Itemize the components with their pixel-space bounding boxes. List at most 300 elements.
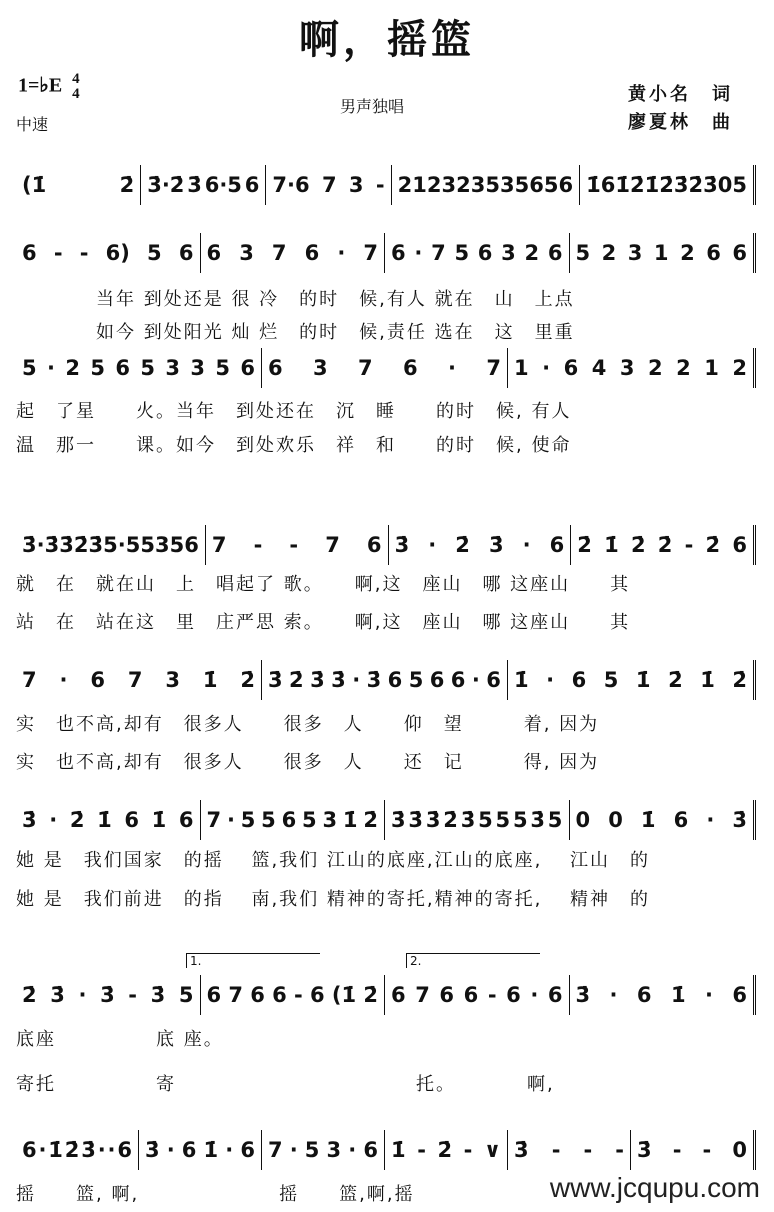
note: ·	[289, 1138, 298, 1162]
note: 1̇	[640, 808, 656, 832]
note: 5	[240, 808, 256, 832]
composer-credit: 廖夏林 曲	[628, 112, 733, 133]
note: 0	[732, 1138, 747, 1162]
note: 6	[571, 668, 587, 692]
note: 3	[501, 241, 516, 265]
note: 5	[603, 668, 619, 692]
note: 3	[190, 356, 205, 380]
note: 3̇	[637, 1138, 652, 1162]
note: 6	[268, 356, 283, 380]
measure	[570, 233, 757, 273]
note: 1	[412, 173, 427, 197]
note: 6	[429, 668, 445, 692]
note: 6	[115, 356, 130, 380]
lyrics-line: 温 那一 课。如今 到处欢乐 祥 和 的时 候, 使命	[16, 435, 572, 456]
measure	[16, 233, 201, 273]
note: ·	[78, 983, 87, 1007]
note: -	[615, 1138, 624, 1162]
note: 6	[506, 983, 521, 1007]
note: 5	[543, 173, 559, 197]
lyrics-line: 她 是 我们前进 的指 南,我们 精神的寄托,精神的寄托, 精神 的	[16, 889, 651, 910]
note: 2̇	[659, 173, 674, 197]
score-system	[16, 165, 756, 205]
note: 3	[322, 808, 338, 832]
note: 5	[454, 241, 470, 265]
note: ·	[704, 983, 713, 1007]
note: 7	[363, 241, 378, 265]
note: 3̇	[59, 533, 74, 557]
note: (1̇	[331, 983, 357, 1007]
note: 3̇	[673, 173, 689, 197]
note: 6	[309, 983, 325, 1007]
measure	[16, 800, 201, 840]
note: 1̇	[202, 668, 218, 692]
note: 3̇	[22, 533, 37, 557]
notes-row	[16, 1130, 756, 1170]
note: 5	[178, 983, 194, 1007]
note: 3̇	[391, 808, 406, 832]
note: 1̇	[97, 808, 112, 832]
note: 2	[524, 241, 540, 265]
note: 5	[147, 241, 162, 265]
note: 6	[184, 533, 199, 557]
note: 6	[240, 1138, 255, 1162]
time-signature	[72, 72, 80, 102]
note: 6	[90, 668, 105, 692]
note: 1̇	[615, 173, 630, 197]
measure	[262, 348, 508, 388]
note: 7	[486, 356, 501, 380]
note: 2̇	[73, 533, 89, 557]
notes-row	[16, 660, 756, 700]
notes-row	[16, 525, 756, 565]
note: 2	[647, 356, 663, 380]
note: 6	[529, 173, 544, 197]
note: 6	[732, 983, 747, 1007]
note: 6	[732, 241, 747, 265]
notes-row	[16, 975, 756, 1015]
measure	[392, 165, 581, 205]
note: 3	[165, 668, 180, 692]
note: 6	[391, 241, 406, 265]
note: 2̇	[437, 1138, 453, 1162]
note: -	[417, 1138, 426, 1162]
note: 0	[717, 173, 733, 197]
note: 6	[240, 356, 255, 380]
note: 2̇	[630, 533, 646, 557]
note: 6	[387, 668, 403, 692]
note: ·	[530, 983, 539, 1007]
note: ·	[352, 668, 361, 692]
note: 3	[239, 241, 254, 265]
note: 3	[441, 173, 457, 197]
note: 5	[304, 1138, 320, 1162]
note: 6	[706, 241, 721, 265]
note: 5	[215, 356, 230, 380]
note: 3	[348, 173, 364, 197]
note: 3̇	[425, 808, 441, 832]
note: 2̇	[668, 668, 683, 692]
note: ·	[38, 1138, 47, 1162]
note: 7·6	[272, 173, 310, 197]
note: 7	[268, 1138, 283, 1162]
note: 6	[117, 1138, 132, 1162]
note: 7	[127, 668, 143, 692]
measure	[389, 525, 572, 565]
note: 2̇	[577, 533, 592, 557]
note: 5	[90, 356, 105, 380]
note: 2̇	[64, 1138, 80, 1162]
score-system	[16, 233, 756, 273]
measure	[571, 525, 756, 565]
note: 5	[140, 356, 155, 380]
key-signature	[18, 72, 80, 102]
note: 3̇	[408, 808, 424, 832]
note: 3̇	[187, 173, 202, 197]
note: 3̇	[100, 983, 115, 1007]
measure	[385, 800, 570, 840]
note: 2̇	[705, 533, 721, 557]
note: 1̇	[203, 1138, 219, 1162]
note: 3	[165, 356, 180, 380]
note: ·	[542, 356, 551, 380]
note: 2̇	[119, 173, 135, 197]
note: 1̇	[48, 1138, 63, 1162]
note: 7	[206, 808, 222, 832]
note: 6	[477, 241, 493, 265]
note: 7	[415, 983, 430, 1007]
note: 3̇·2̇	[147, 173, 185, 197]
note: 5	[547, 808, 563, 832]
note: 3	[326, 1138, 342, 1162]
measure	[385, 975, 570, 1015]
lyrics-line: 起 了星 火。当年 到处还在 沉 睡 的时 候, 有人	[16, 401, 572, 422]
note: 5	[512, 808, 528, 832]
note: 2	[732, 356, 747, 380]
note: 5	[140, 533, 155, 557]
note: 7	[22, 668, 37, 692]
measure	[16, 525, 206, 565]
note: 2̇	[240, 668, 255, 692]
watermark: www.jcqupu.com	[549, 1172, 760, 1203]
note: 6	[547, 241, 563, 265]
measure	[385, 1130, 508, 1170]
lyrics-line: 底座 底 座。	[16, 1029, 224, 1050]
note: 6	[272, 983, 287, 1007]
note: 1̇	[670, 983, 686, 1007]
score-system	[16, 348, 756, 388]
note: -	[375, 173, 385, 197]
note: ·	[49, 808, 58, 832]
measure	[16, 975, 201, 1015]
lyrics-line: 实 也不高,却有 很多人 很多 人 仰 望 着, 因为	[16, 714, 600, 735]
note: 6	[178, 241, 194, 265]
note: ·	[348, 1138, 357, 1162]
note: -	[294, 983, 303, 1007]
note: 2̇	[732, 668, 747, 692]
notes-row	[16, 165, 756, 205]
note: 3̇	[88, 533, 104, 557]
note: 3̇	[366, 668, 382, 692]
note: 1̇	[342, 808, 358, 832]
note: 1̇	[391, 1138, 406, 1162]
note: 6	[391, 983, 406, 1007]
note: 6	[486, 668, 501, 692]
note: -	[463, 1138, 473, 1162]
note: 1̇	[586, 173, 601, 197]
note: 6	[250, 983, 265, 1007]
note: 6	[304, 241, 320, 265]
note: 3̇	[703, 173, 718, 197]
note: 2̇	[69, 808, 85, 832]
note: 6	[206, 983, 222, 1007]
note: ·	[471, 668, 480, 692]
note: ∨	[483, 1138, 501, 1162]
note: -	[128, 983, 138, 1007]
note: 6·5	[204, 173, 242, 197]
lyrics-line: 如今 到处阳光 灿 烂 的时 候,责任 选在 这 里重	[16, 322, 575, 343]
note: 1̇	[151, 808, 167, 832]
note: 3̇	[394, 533, 410, 557]
song-title: 啊，摇篮	[299, 17, 475, 63]
note: ·	[609, 983, 618, 1007]
note: ·	[337, 241, 346, 265]
score-system	[16, 525, 756, 565]
note: 3̇	[514, 1138, 529, 1162]
note: 2̇	[363, 983, 378, 1007]
note: 6	[547, 983, 563, 1007]
note: -	[551, 1138, 561, 1162]
note: 7	[325, 533, 340, 557]
lyrics-line: 站 在 站在这 里 庄严思 索。 啊,这 座山 哪 这座山 其	[16, 612, 631, 633]
measure	[201, 975, 386, 1015]
note: 3̇	[530, 808, 545, 832]
note: 7	[358, 356, 373, 380]
note: 6	[178, 808, 194, 832]
note: 6	[366, 533, 382, 557]
lyrics-line: 摇 篮, 啊, 摇 篮,啊,摇	[16, 1184, 495, 1205]
note: 4	[591, 356, 607, 380]
note: ·	[107, 1138, 116, 1162]
note: ·	[414, 241, 423, 265]
note: 2̇	[455, 533, 470, 557]
note: ·	[59, 668, 68, 692]
note: 7	[271, 241, 287, 265]
lyrics-line: 寄托 寄 托。 啊,	[16, 1074, 555, 1095]
note: 7	[211, 533, 227, 557]
note: 2	[680, 241, 695, 265]
note: 6	[281, 808, 297, 832]
note: 3̇	[575, 983, 591, 1007]
measure	[631, 1130, 756, 1170]
note: 2	[676, 356, 691, 380]
notes-row	[16, 233, 756, 273]
note: ·	[546, 668, 555, 692]
note: 1̇	[700, 668, 715, 692]
note: 3	[154, 533, 170, 557]
note: 5	[22, 356, 37, 380]
note: 6	[450, 668, 466, 692]
score-system	[16, 954, 756, 1015]
note: -	[684, 533, 694, 557]
note: 6	[558, 173, 574, 197]
note: -	[253, 533, 263, 557]
note: 6	[181, 1138, 197, 1162]
measure	[385, 233, 570, 273]
note: 6	[244, 173, 260, 197]
note: 2̇	[629, 173, 645, 197]
note: 6	[206, 241, 222, 265]
lyrics-line: 实 也不高,却有 很多人 很多 人 还 记 得, 因为	[16, 752, 600, 773]
note: 3̇	[488, 533, 504, 557]
note: 6	[563, 356, 579, 380]
key-text: 1=♭E	[18, 74, 63, 97]
measure	[16, 165, 141, 205]
note: 5	[103, 533, 118, 557]
note: 3̇	[22, 808, 37, 832]
measure	[580, 165, 756, 205]
notes-row	[16, 800, 756, 840]
note: -	[702, 1138, 712, 1162]
note: 5	[478, 808, 493, 832]
note: -	[672, 1138, 682, 1162]
lyrics-line: 就 在 就在山 上 唱起了 歌。 啊,这 座山 哪 这座山 其	[16, 574, 631, 595]
tempo-marking: 中速	[16, 115, 49, 134]
note: 3	[627, 241, 643, 265]
note: 6	[439, 983, 455, 1007]
note: 5	[495, 808, 511, 832]
volta-bracket: 1.	[186, 953, 320, 968]
note: 3̇	[150, 983, 166, 1007]
score-system	[16, 660, 756, 700]
score-system	[16, 800, 756, 840]
note: 6	[549, 533, 565, 557]
measure	[139, 1130, 262, 1170]
note: 0	[608, 808, 623, 832]
measure	[141, 165, 266, 205]
note: 2	[397, 173, 413, 197]
note: 5	[261, 808, 276, 832]
note: 2	[65, 356, 80, 380]
note: 6	[363, 1138, 378, 1162]
note: 3̇	[310, 668, 325, 692]
measure	[16, 660, 262, 700]
note: 5	[169, 533, 185, 557]
note: 3	[619, 356, 635, 380]
measure	[508, 348, 756, 388]
notes-row	[16, 348, 756, 388]
note: 0	[575, 808, 591, 832]
note: -	[79, 241, 89, 265]
note: 6	[732, 533, 747, 557]
note: 1̇	[644, 173, 660, 197]
note: ·	[36, 533, 45, 557]
performance-type: 男声独唱	[340, 97, 405, 116]
note: ·	[428, 533, 437, 557]
measure	[262, 660, 508, 700]
note: 3̇	[44, 533, 60, 557]
note: 5	[575, 241, 591, 265]
note: 3̇	[145, 1138, 160, 1162]
measure	[201, 233, 386, 273]
note: 6	[22, 1138, 37, 1162]
time-sig-bottom: 4	[72, 86, 80, 102]
note: ·	[166, 1138, 175, 1162]
note: 1̇	[514, 668, 529, 692]
note: ·	[47, 356, 55, 380]
note: 3	[470, 173, 486, 197]
measure	[201, 800, 386, 840]
note: 2̇	[443, 808, 458, 832]
note: 7	[321, 173, 337, 197]
note: 2̇	[688, 173, 704, 197]
note: 3	[499, 173, 515, 197]
note: 3̇	[268, 668, 283, 692]
note: -	[487, 983, 497, 1007]
measure	[16, 348, 262, 388]
measure	[508, 660, 756, 700]
note: ·	[448, 356, 456, 380]
note: 3̇	[331, 668, 346, 692]
lyrics-line: 她 是 我们国家 的摇 篮,我们 江山的底座,江山的底座, 江山 的	[16, 850, 651, 871]
note: 3̇	[460, 808, 476, 832]
note: 1	[704, 356, 719, 380]
measure	[570, 975, 757, 1015]
note: 2̇	[657, 533, 673, 557]
note: 1	[514, 356, 529, 380]
note: 7	[228, 983, 243, 1007]
note: ·	[97, 1138, 106, 1162]
lyricist-credit: 黄小名 词	[628, 84, 733, 105]
note: 6	[600, 173, 616, 197]
note: ·	[226, 808, 235, 832]
time-sig-top: 4	[72, 71, 80, 87]
note: 2	[456, 173, 471, 197]
note: 1̇	[635, 668, 651, 692]
note: ·	[522, 533, 531, 557]
note: 5	[302, 808, 317, 832]
note: 5	[408, 668, 424, 692]
note: 6	[673, 808, 689, 832]
measure	[266, 165, 391, 205]
measure	[508, 1130, 631, 1170]
note: 5	[514, 173, 530, 197]
note: 6	[463, 983, 479, 1007]
lyrics-line: 当年 到处还是 很 冷 的时 候,有人 就在 山 上点	[16, 289, 575, 310]
note: 3̇	[50, 983, 65, 1007]
note: ·	[706, 808, 715, 832]
note: 6	[22, 241, 37, 265]
score-system	[16, 1130, 756, 1170]
note: 5	[485, 173, 500, 197]
note: ·	[117, 533, 126, 557]
note: -	[289, 533, 299, 557]
note: 1	[653, 241, 669, 265]
note: 2̇	[22, 983, 37, 1007]
measure	[262, 1130, 385, 1170]
note: -	[583, 1138, 593, 1162]
note: 1̇	[604, 533, 619, 557]
note: 3̇	[732, 808, 747, 832]
note: 2	[426, 173, 442, 197]
note: 6	[636, 983, 652, 1007]
measure	[570, 800, 757, 840]
note: 2̇	[289, 668, 304, 692]
note: ·	[225, 1138, 234, 1162]
note: 2	[601, 241, 617, 265]
note: 6)	[105, 241, 130, 265]
measure	[16, 1130, 139, 1170]
